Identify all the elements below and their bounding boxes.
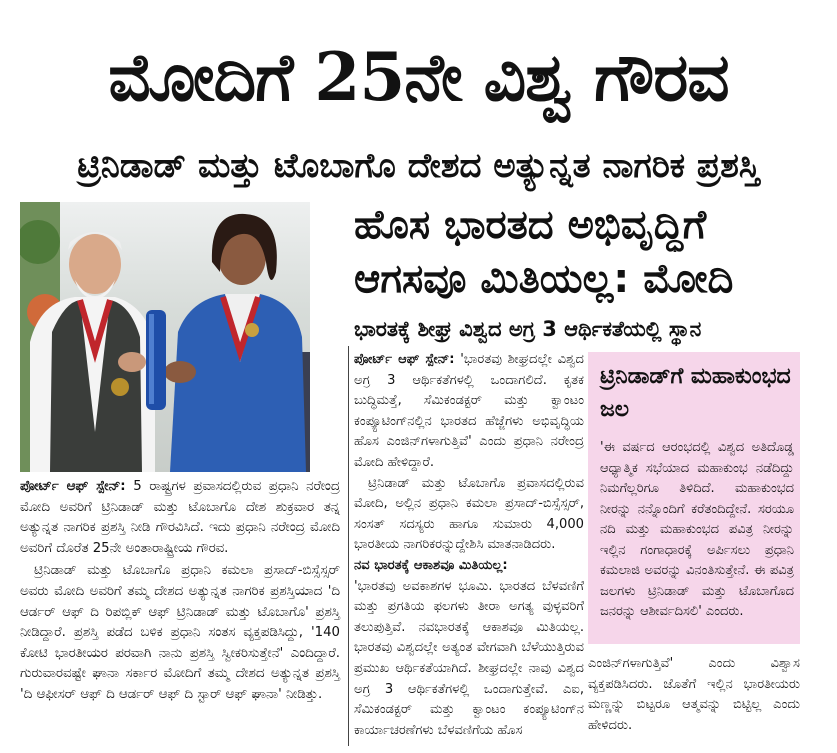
left-para-1: 5 ರಾಷ್ಟ್ರಗಳ ಪ್ರವಾಸದಲ್ಲಿರುವ ಪ್ರಧಾನಿ ನರೇಂದ್ರ ಮೋದಿ ಅವರಿಗೆ ಟ್ರಿನಿಡಾಡ್ ಮತ್ತು ಟೊಬಾಗೊ ದೇಶ ಶುಕ್ರವಾರ ತನ್ನ ಅತ್ಯುನ್ನತ ನಾಗರಿಕ ಪ್ರಶಸ್ತಿ ನೀಡಿ ಗೌರವಿಸಿದೆ. ಇದು ಪ್ರಧಾನಿ ನರೇಂದ್ರ ಮೋದಿ ಅವರಿಗೆ ದೊರೆತ 25ನೇ ಅಂತಾರಾಷ್ಟ್ರೀಯ ಗೌರವ. xyxy=(20,479,340,556)
sidebar-body xyxy=(600,438,794,623)
story-continuation-text: ಎಂಜಿನ್‌ಗಳಾಗುತ್ತಿವೆ' ಎಂದು ವಿಶ್ವಾಸ ವ್ಯಕ್ತಪಡಿಸಿದರು. ಜೊತೆಗೆ ಇಲ್ಲಿನ ಭಾರತೀಯರು ಮಣ್ಣನ್ನು ಬಿಟ್ಟರೂ ಆತ್ಮವನ್ನು ಬಿಟ್ಟಿಲ್ಲ ಎಂದು ಹೇಳಿದರು. xyxy=(588,656,800,733)
award-ceremony-photo xyxy=(20,202,310,472)
subheadline: ಟ್ರಿನಿಡಾಡ್ ಮತ್ತು ಟೊಬಾಗೊ ದೇಶದ ಅತ್ಯುನ್ನತ ನಾಗರಿಕ ಪ್ರಶಸ್ತಿ xyxy=(77,146,760,186)
story-subtitle: ಭಾರತಕ್ಕೆ ಶೀಘ್ರ ವಿಶ್ವದ ಅಗ್ರ 3 ಆರ್ಥಿಕತೆಯಲ್ಲಿ ಸ್ಥಾನ xyxy=(354,317,702,341)
story-para-2: ಟ್ರಿನಿಡಾಡ್ ಮತ್ತು ಟೊಬಾಗೊ ಪ್ರವಾಸದಲ್ಲಿರುವ ಮೋದಿ, ಅಲ್ಲಿನ ಪ್ರಧಾನಿ ಕಮಲಾ ಪ್ರಸಾದ್-ಬಿಸ್ಸೆಸ್ಸರ್, ಸಂಸತ್ ಸದಸ್ಯರು ಹಾಗೂ ಸುಮಾರು 4,000 ಭಾರತೀಯ ನಾಗರಿಕರನ್ನುದ್ದೇಶಿಸಿ ಮಾತನಾಡಿದರು. xyxy=(354,475,584,553)
story-dateline: ಪೋರ್ಟ್ ಆಫ್ ಸ್ಪೇನ್: xyxy=(354,352,455,367)
headline: ಮೋದಿಗೆ 25ನೇ ವಿಶ್ವ ಗೌರವ xyxy=(108,38,729,116)
story-section-head: ನವ ಭಾರತಕ್ಕೆ ಆಕಾಶವೂ ಮಿತಿಯಲ್ಲ: xyxy=(354,557,508,573)
story-body xyxy=(354,350,584,741)
story-continuation xyxy=(588,654,800,736)
story-para-3: 'ಭಾರತವು ಅವಕಾಶಗಳ ಭೂಮಿ. ಭಾರತದ ಬೆಳವಣಿಗೆ ಮತ್ತು ಪ್ರಗತಿಯ ಫಲಗಳು ತೀರಾ ಅಗತ್ಯ ವುಳ್ಳವರಿಗೆ ತಲುಪುತ್ತಿವೆ. ನವಭಾರತಕ್ಕೆ ಆಕಾಶವೂ ಮಿತಿಯಲ್ಲ. ಭಾರತವು ವಿಶ್ವದಲ್ಲೇ ಅತ್ಯಂತ ವೇಗವಾಗಿ ಬೆಳೆಯುತ್ತಿರುವ ಪ್ರಮುಖ ಆರ್ಥಿಕತೆಯಾಗಿದೆ. ಶೀಘ್ರದಲ್ಲೇ ನಾವು ವಿಶ್ವದ ಅಗ್ರ 3 ಆರ್ಥಿಕತೆಗಳಲ್ಲಿ ಒಂದಾಗುತ್ತೇವೆ. ಎಐ, ಸೆಮಿಕಂಡಕ್ಟರ್ ಮತ್ತು ಕ್ವಾಂಟಂ ಕಂಪ್ಯೂಟಿಂಗ್‌ನ ಕಾರ್ಯಾಚರಣೆಗಳು ಬೆಳವಣಿಗೆಯ ಹೊಸ xyxy=(354,578,584,738)
story-title xyxy=(354,198,814,306)
left-article xyxy=(20,477,340,708)
column-rule xyxy=(348,346,349,746)
sidebar-body-text: 'ಈ ವರ್ಷದ ಆರಂಭದಲ್ಲಿ ವಿಶ್ವದ ಅತಿದೊಡ್ಡ ಆಧ್ಯಾತ್ಮಿಕ ಸಭೆಯಾದ ಮಹಾಕುಂಭ ನಡೆದಿದ್ದು ನಿಮಗೆಲ್ಲರಿಗೂ ತಿಳಿದಿದೆ. ಮಹಾಕುಂಭದ ನೀರನ್ನು ನನ್ನೊಂದಿಗೆ ಕರೆತಂದಿದ್ದೇನೆ. ಸರಯೂ ನದಿ ಮತ್ತು ಮಹಾಕುಂಭದ ಪವಿತ್ರ ನೀರನ್ನು ಇಲ್ಲಿನ ಗಂಗಾಧಾರಕ್ಕೆ ಅರ್ಪಿಸಲು ಪ್ರಧಾನಿ ಕಮಲಾಜಿ ಅವರನ್ನು ವಿನಂತಿಸುತ್ತೇನೆ. ಈ ಪವಿತ್ರ ಜಲಗಳು ಟ್ರಿನಿಡಾಡ್ ಮತ್ತು ಟೊಬಾಗೊದ ಜನರನ್ನು ಆಶೀರ್ವದಿಸಲಿ' ಎಂದರು. xyxy=(600,440,794,619)
story-title-line-1: ಹೊಸ ಭಾರತದ ಅಭಿವೃದ್ಧಿಗೆ xyxy=(354,202,707,248)
story-para-1: 'ಭಾರತವು ಶೀಘ್ರದಲ್ಲೇ ವಿಶ್ವದ ಅಗ್ರ 3 ಆರ್ಥಿಕತೆಗಳಲ್ಲಿ ಒಂದಾಗಲಿದೆ. ಕೃತಕ ಬುದ್ಧಿಮತ್ತೆ, ಸೆಮಿಕಂಡಕ್ಟರ್ ಮತ್ತು ಕ್ವಾಂಟಂ ಕಂಪ್ಯೂಟಿಂಗ್‌ನಲ್ಲಿನ ಭಾರತದ ಹೆಜ್ಜೆಗಳು ಅಭಿವೃದ್ಧಿಯ ಹೊಸ ಎಂಜಿನ್‌ಗಳಾಗುತ್ತಿವೆ' ಎಂದು ಪ್ರಧಾನಿ ನರೇಂದ್ರ ಮೋದಿ ಹೇಳಿದ್ದಾರೆ. xyxy=(354,352,584,470)
left-dateline: ಪೋರ್ಟ್ ಆಫ್ ಸ್ಪೇನ್: xyxy=(20,479,126,494)
story-title-line-2: ಆಗಸವೂ ಮಿತಿಯಲ್ಲ: ಮೋದಿ xyxy=(354,256,734,302)
sidebar-title: ಟ್ರಿನಿಡಾಡ್‌ಗೆ ಮಹಾಕುಂಭದ ಜಲ xyxy=(600,364,791,422)
left-para-2: ಟ್ರಿನಿಡಾಡ್ ಮತ್ತು ಟೊಬಾಗೊ ಪ್ರಧಾನಿ ಕಮಲಾ ಪ್ರಸಾದ್-ಬಿಸ್ಸೆಸ್ಸರ್ ಅವರು ಮೋದಿ ಅವರಿಗೆ ತಮ್ಮ ದೇಶದ ಅತ್ಯುನ್ನತ ನಾಗರಿಕ ಪ್ರಶಸ್ತಿಯಾದ 'ದಿ ಆರ್ಡರ್ ಆಫ್ ದಿ ರಿಪಬ್ಲಿಕ್ ಆಫ್ ಟ್ರಿನಿಡಾಡ್ ಮತ್ತು ಟೊಬಾಗೊ' ಪ್ರಶಸ್ತಿ ನೀಡಿದ್ದಾರೆ. ಪ್ರಶಸ್ತಿ ಪಡೆದ ಬಳಿಕ ಪ್ರಧಾನಿ ಸಂತಸ ವ್ಯಕ್ತಪಡಿಸಿದ್ದು, '140 ಕೋಟಿ ಭಾರತೀಯರ ಪರವಾಗಿ ನಾನು ಪ್ರಶಸ್ತಿ ಸ್ವೀಕರಿಸುತ್ತೇನೆ' ಎಂದಿದ್ದಾರೆ. ಗುರುವಾರವಷ್ಟೇ ಘಾನಾ ಸರ್ಕಾರ ಮೋದಿಗೆ ತಮ್ಮ ದೇಶದ ಅತ್ಯುನ್ನತ ಪ್ರಶಸ್ತಿ 'ದಿ ಆಫೀಸರ್ ಆಫ್ ದಿ ಆರ್ಡರ್ ಆಫ್ ದಿ ಸ್ಟಾರ್ ಆಫ್ ಘಾನಾ' ನೀಡಿತ್ತು. xyxy=(20,563,340,702)
